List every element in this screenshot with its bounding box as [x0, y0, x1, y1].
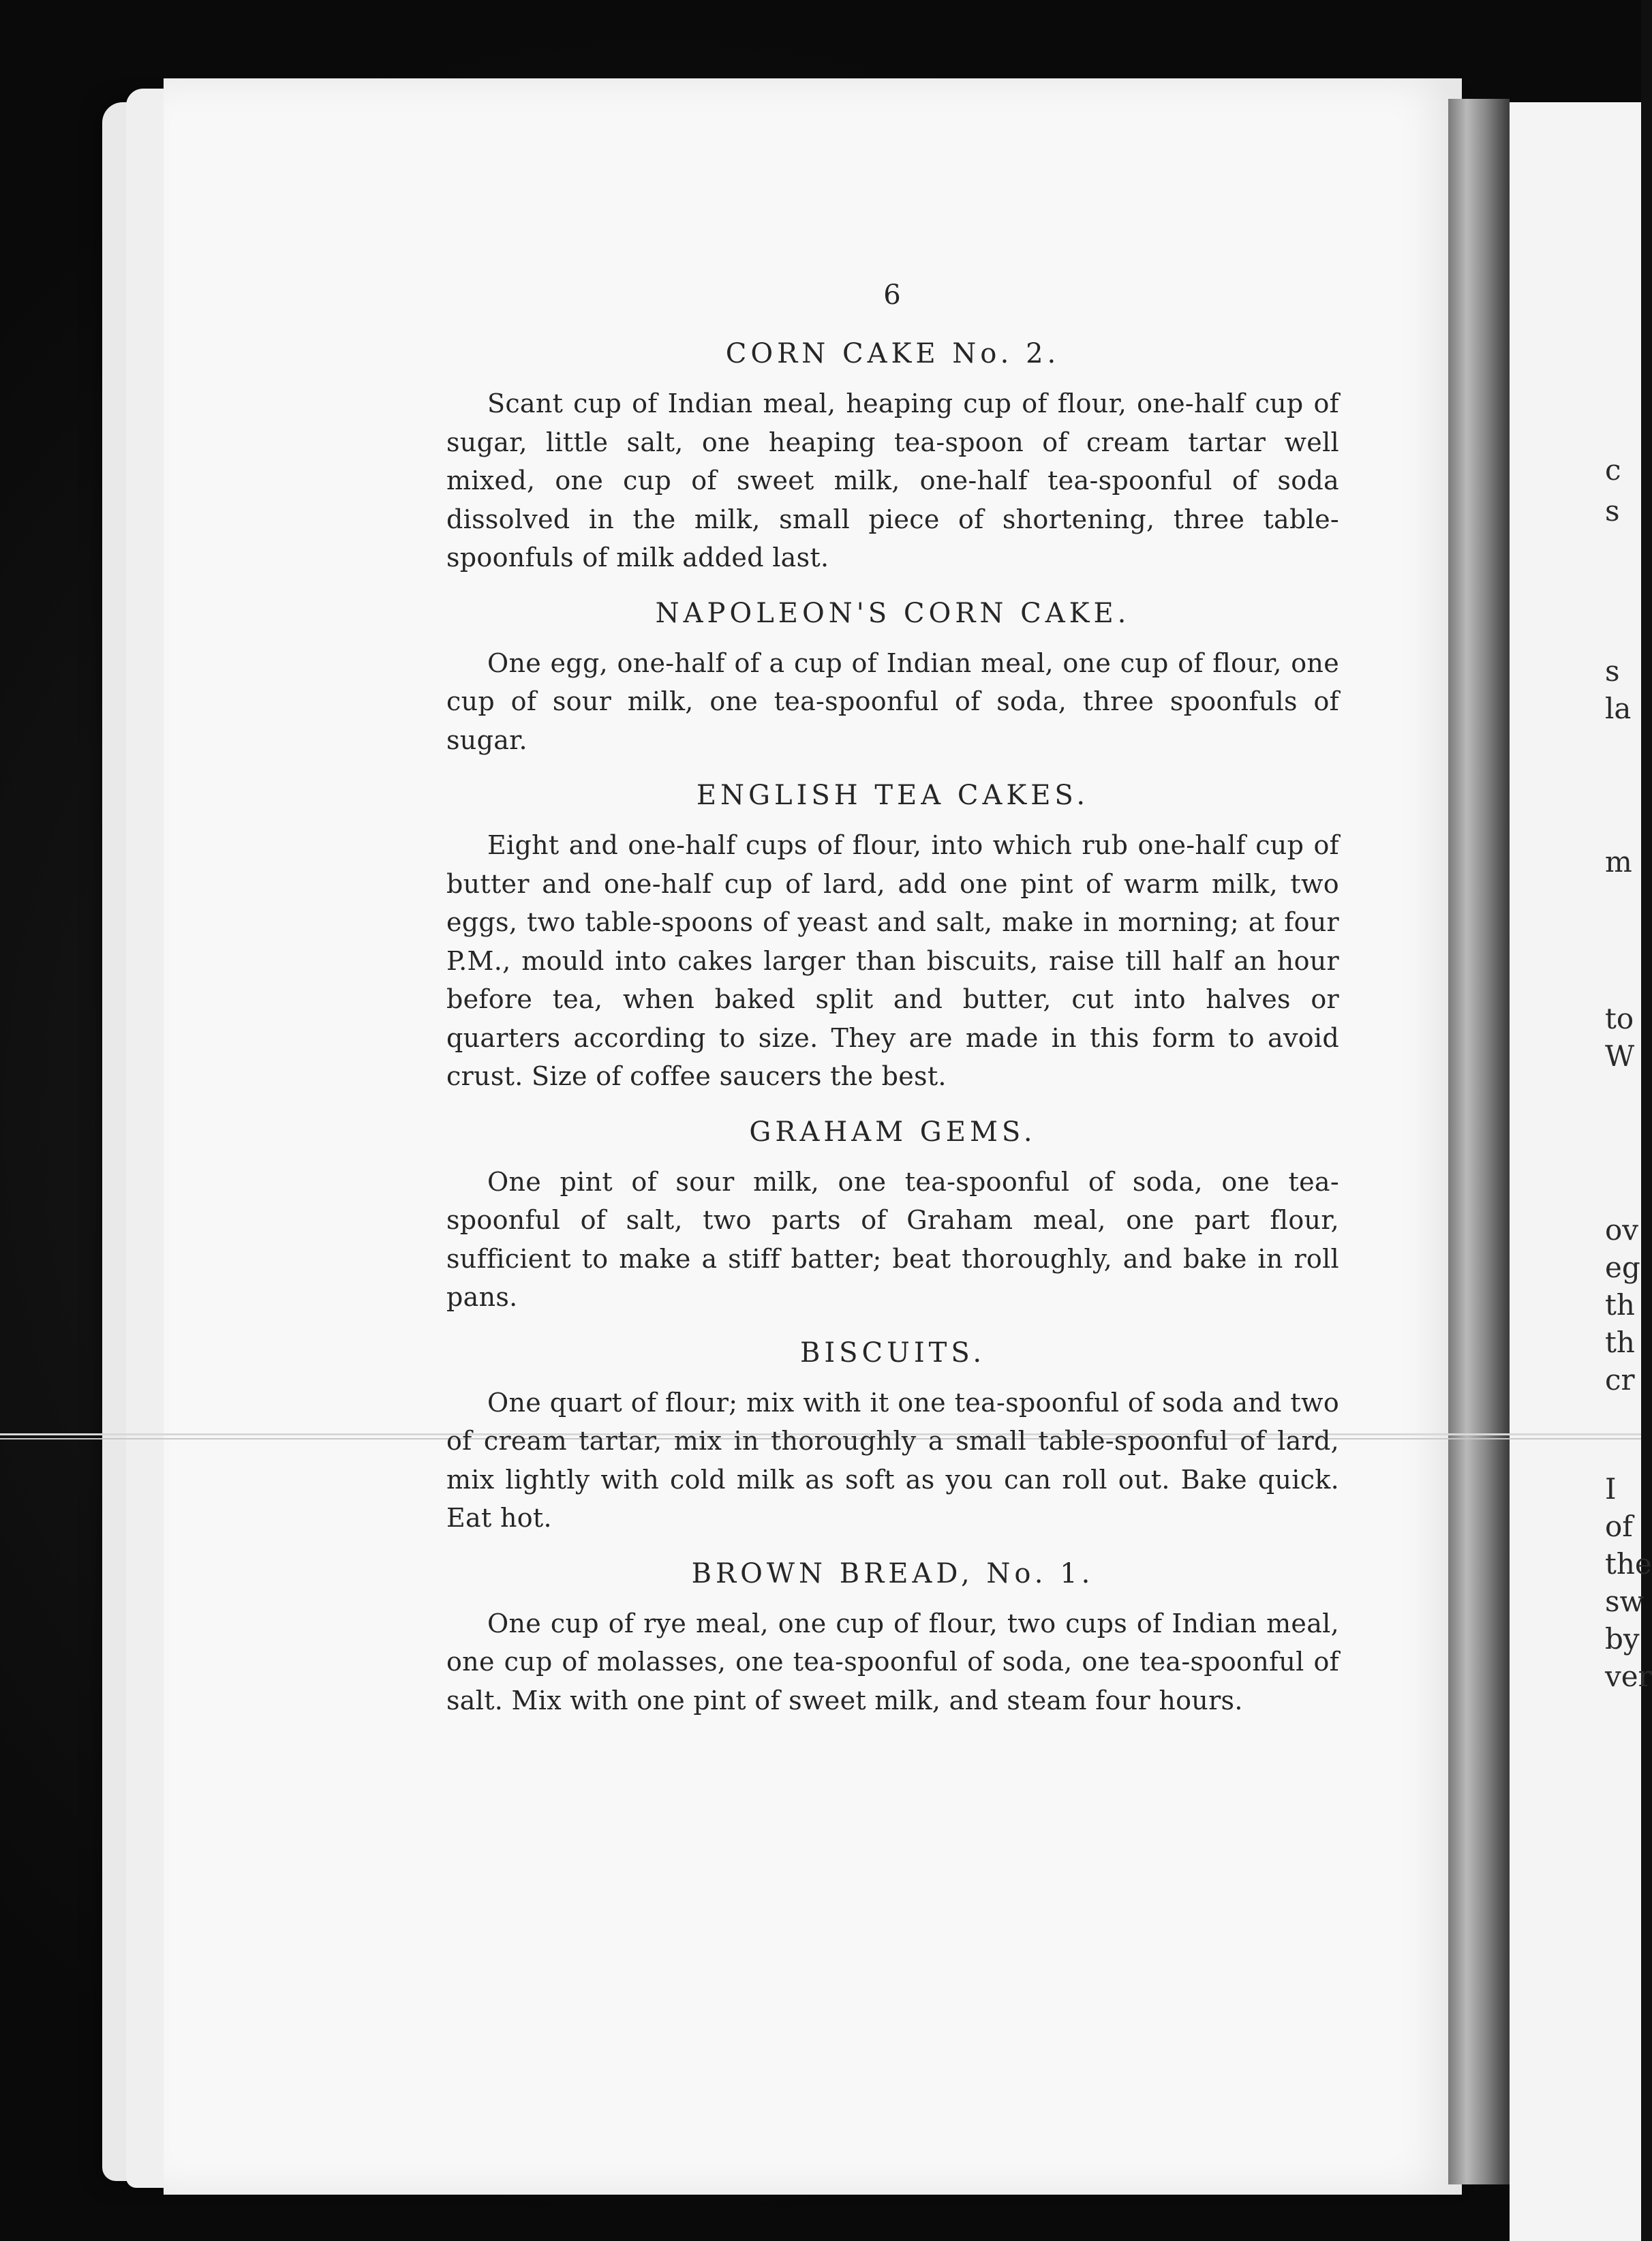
recipe-english-tea-cakes [446, 780, 1339, 1096]
recipe-title: ENGLISH TEA CAKES. [696, 780, 1090, 811]
sliver-fragment: to [1605, 1002, 1634, 1035]
recipe-corn-cake-no-2 [446, 338, 1339, 577]
sliver-fragment: of [1605, 1510, 1633, 1543]
sliver-fragment: c [1605, 453, 1621, 487]
sliver-fragment: I [1605, 1472, 1617, 1506]
recipe-title: GRAHAM GEMS. [749, 1116, 1037, 1148]
sliver-fragment: s [1605, 654, 1620, 688]
page-content [446, 279, 1339, 1740]
sliver-fragment: s [1605, 494, 1620, 528]
sliver-fragment: the [1605, 1547, 1652, 1581]
sliver-fragment: eg [1605, 1251, 1640, 1284]
sliver-fragment: cr [1605, 1363, 1635, 1397]
book-gutter [1448, 99, 1510, 2184]
recipe-title: BISCUITS. [799, 1337, 986, 1369]
sliver-fragment: m [1605, 845, 1632, 879]
sliver-fragment: W [1605, 1039, 1635, 1073]
recipe-body: One egg, one-half of a cup of Indian meal, one cup of flour, one cup of sour milk, one tea-spoonful of soda, three spoonfuls of sugar. [446, 647, 1339, 755]
recipe-body: Scant cup of Indian meal, heaping cup of flour, one-half cup of sugar, little salt, one heaping tea-spoon of cream tartar well mixed, one cup of sweet milk, one-half tea-spoonful of soda dissolved in the milk, small piece of shortening, three table-spoonfuls of milk added last. [446, 388, 1339, 573]
sliver-fragment: ov [1605, 1213, 1639, 1247]
recipe-body: One pint of sour milk, one tea-spoonful of soda, one tea-spoonful of salt, two parts of Graham meal, one part flour, sufficient to make a stiff batter; beat thoroughly, and bake in roll pans. [446, 1166, 1339, 1312]
sliver-fragment: sw [1605, 1585, 1645, 1618]
sliver-fragment: la [1605, 692, 1632, 725]
recipe-biscuits [446, 1337, 1339, 1538]
recipe-body: One cup of rye meal, one cup of flour, two cups of Indian meal, one cup of molasses, one tea-spoonful of soda, one tea-spoonful of salt. Mix with one pint of sweet milk, and steam four hours. [446, 1608, 1339, 1716]
page-number: 6 [883, 279, 902, 311]
recipe-title: BROWN BREAD, No. 1. [691, 1557, 1095, 1589]
sliver-fragment: th [1605, 1326, 1635, 1359]
next-page-sliver [1510, 102, 1641, 2241]
recipe-title: CORN CAKE No. 2. [725, 338, 1060, 369]
recipe-napoleons-corn-cake [446, 598, 1339, 760]
sliver-fragment: by [1605, 1622, 1640, 1656]
sliver-fragment: th [1605, 1288, 1635, 1322]
recipe-body: One quart of flour; mix with it one tea-spoonful of soda and two of cream tartar, mix in thoroughly a small table-spoonful of lard, mix lightly with cold milk as soft as you can roll out. Bake quick. Eat hot. [446, 1387, 1339, 1533]
recipe-brown-bread-no-1 [446, 1558, 1339, 1720]
recipe-body: Eight and one-half cups of flour, into which rub one-half cup of butter and one-half cup of lard, add one pint of warm milk, two eggs, two table-spoons of yeast and salt, make in morning; at four P.M., mould into cakes larger than biscuits, raise till half an hour before tea, when baked split and butter, cut into halves or quarters according to size. They are made in this form to avoid crust. Size of coffee saucers the best. [446, 830, 1339, 1091]
recipe-title: NAPOLEON'S CORN CAKE. [655, 597, 1131, 629]
recipe-graham-gems [446, 1116, 1339, 1317]
sliver-fragment: ver [1605, 1660, 1652, 1693]
